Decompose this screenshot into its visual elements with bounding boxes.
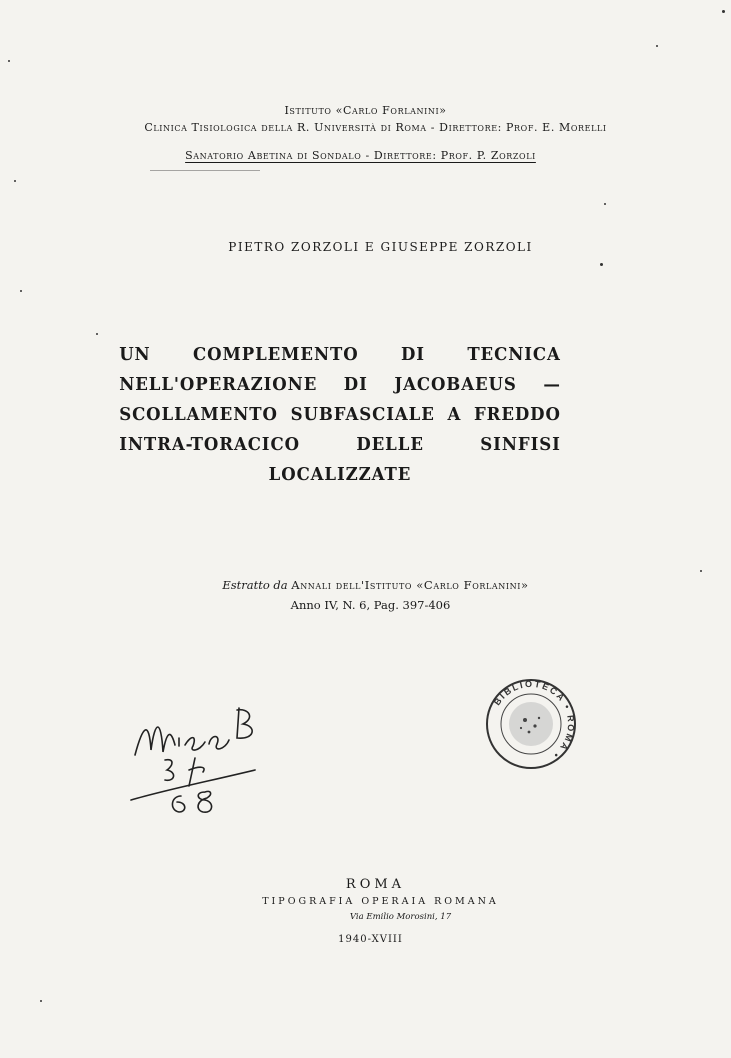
imprint-city: ROMA [345,877,406,892]
paper-speck [96,333,98,335]
authors: PIETRO ZORZOLI E GIUSEPPE ZORZOLI [228,240,533,254]
paper-speck [656,45,658,47]
paper-speck [600,263,603,266]
document-title: UN COMPLEMENTO DI TECNICA NELL'OPERAZIONE DI JACOBAEUS — SCOLLAMENTO SUBFASCIALE A FREDDO INTRA-TORACICO DELLE SINFISI LOCALIZZATE [119,344,561,485]
extract-source: Annali dell'Istituto «Carlo Forlanini» [291,578,529,592]
clinic-line: Clinica Tisiologica della R. Università di Roma - Direttore: Prof. E. Morelli [144,121,607,134]
handwritten-shelfmark [125,700,265,830]
paper-speck [40,1000,42,1002]
extract-prefix: Estratto da [222,578,288,592]
extract-line [20,578,731,592]
library-stamp [483,676,579,772]
sanatorium-line: Sanatorio Abetina di Sondalo - Direttore: Prof. P. Zorzoli [185,149,536,162]
paper-speck [700,570,702,572]
paper-speck [722,10,725,13]
imprint-printer: TIPOGRAFIA OPERAIA ROMANA [262,896,499,907]
paper-speck [14,180,16,182]
paper-speck [20,290,22,292]
svg-text:BIBLIOTECA • ROMA •: BIBLIOTECA • ROMA • [491,678,577,762]
imprint-year: 1940-XVIII [338,934,403,945]
paper-speck [8,60,10,62]
imprint-address: Via Emilio Morosini, 17 [349,912,452,922]
extract-reference: Anno IV, N. 6, Pag. 397-406 [290,598,451,612]
divider-rule [150,170,260,171]
institute-line: Istituto «Carlo Forlanini» [284,104,447,117]
paper-speck [604,203,606,205]
